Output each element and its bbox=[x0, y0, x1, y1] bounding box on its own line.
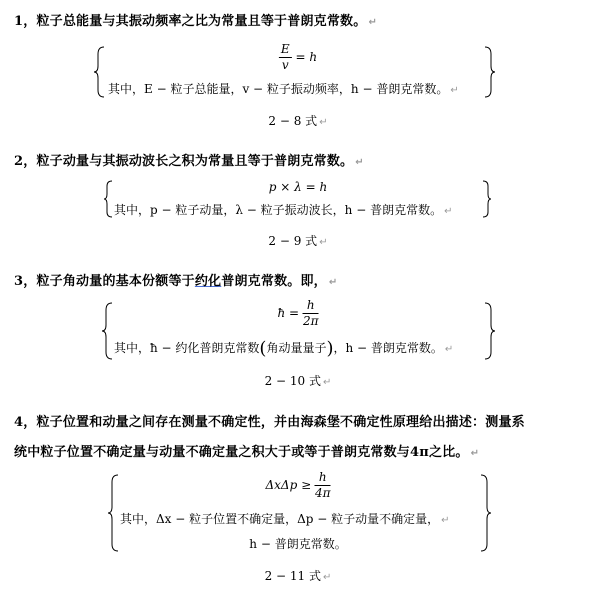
right-brace bbox=[484, 302, 496, 360]
left-brace bbox=[102, 302, 114, 360]
section-4-heading-line2: 统中粒子位置不确定量与动量不确定量之积大于或等于普朗克常数与4π之比。 ↵ bbox=[14, 445, 480, 460]
formula-2-8: $\frac{E}{v}$ = h bbox=[280, 42, 318, 72]
right-brace bbox=[482, 180, 492, 218]
explanation-2-11-line2: h − 普朗克常数。 bbox=[249, 537, 347, 551]
formula-2-11: ΔxΔp ≥ $\frac{h}{4\pi}$ bbox=[265, 470, 331, 500]
section-2-heading: 2，粒子动量与其振动波长之积为常量且等于普朗克常数。 ↵ bbox=[14, 154, 364, 169]
left-brace bbox=[108, 474, 120, 552]
equation-label-2-10: 2 − 10 式 ↵ bbox=[264, 374, 332, 388]
left-brace bbox=[104, 180, 114, 218]
section-3-heading: 3，粒子角动量的基本份额等于约化普朗克常数。即， ↵ bbox=[14, 274, 338, 289]
section-4-heading-line1: 4，粒子位置和动量之间存在测量不确定性，并由海森堡不确定性原理给出描述：测量系 bbox=[14, 415, 525, 430]
equation-label-2-11: 2 − 11 式 ↵ bbox=[264, 569, 332, 583]
explanation-2-9: 其中，p − 粒子动量，λ − 粒子振动波长，h − 普朗克常数。 ↵ bbox=[114, 203, 453, 217]
explanation-2-11-line1: 其中，Δx − 粒子位置不确定量，Δp − 粒子动量不确定量， ↵ bbox=[120, 512, 450, 526]
equation-label-2-9: 2 − 9 式 ↵ bbox=[268, 234, 328, 248]
formula-2-10: ħ = $\frac{h}{2\pi}$ bbox=[277, 298, 319, 328]
explanation-2-8: 其中，E − 粒子总能量，v − 粒子振动频率，h − 普朗克常数。 ↵ bbox=[108, 82, 459, 96]
left-brace bbox=[94, 46, 106, 98]
explanation-2-10: 其中，ħ − 约化普朗克常数(角动量量子)，h − 普朗克常数。 ↵ bbox=[114, 338, 454, 359]
formula-2-9: p × λ = h bbox=[268, 180, 328, 194]
equation-label-2-8: 2 − 8 式 ↵ bbox=[268, 114, 328, 128]
section-1-heading: 1，粒子总能量与其振动频率之比为常量且等于普朗克常数。 ↵ bbox=[14, 14, 378, 29]
right-brace bbox=[480, 474, 492, 552]
right-brace bbox=[484, 46, 496, 98]
